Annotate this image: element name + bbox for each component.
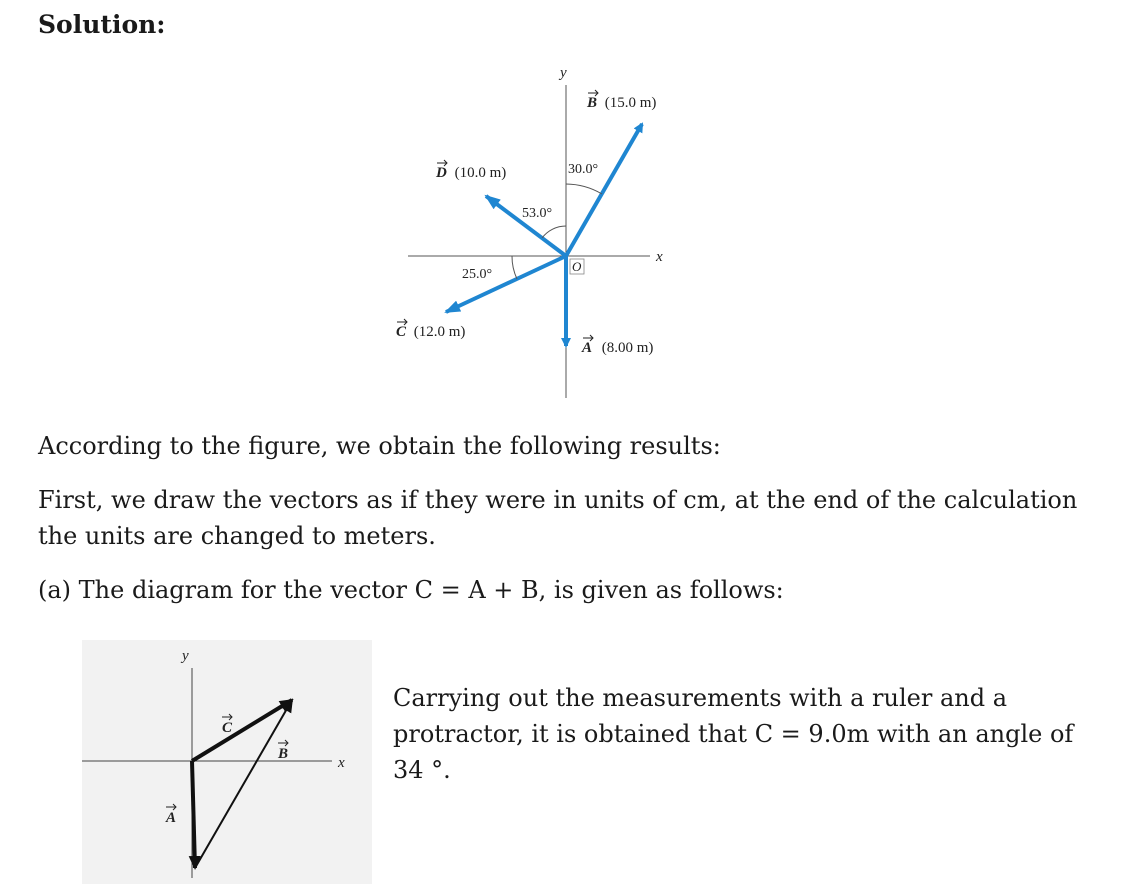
vector-c-label: C — [222, 720, 233, 736]
origin-label: O — [572, 259, 582, 274]
vector-d-arrow — [486, 196, 566, 256]
paragraph-results-intro: According to the figure, we obtain the following results: — [38, 432, 721, 460]
solution-heading: Solution: — [38, 10, 166, 39]
y-axis-label: y — [182, 648, 189, 664]
angle-c-label: 25.0° — [462, 267, 493, 282]
angle-arc-c — [512, 256, 517, 279]
vector-c-label: C (12.0 m) — [396, 324, 466, 340]
vector-b-label: B — [278, 746, 289, 762]
vector-c-arrow — [446, 256, 566, 312]
x-axis-label: x — [656, 249, 663, 265]
vector-d-label: D (10.0 m) — [436, 165, 507, 181]
vector-diagram — [390, 60, 690, 400]
vector-a-label: A (8.00 m) — [582, 340, 654, 356]
paragraph-part-a: (a) The diagram for the vector C = A + B, is given as follows: — [38, 576, 784, 604]
x-axis-label: x — [338, 755, 345, 771]
vector-b-label: B (15.0 m) — [587, 95, 657, 111]
measurement-result: Carrying out the measurements with a ruler and a protractor, it is obtained that C = 9.0m with an angle of 34 °. — [393, 684, 1074, 784]
angle-d-label: 53.0° — [522, 206, 553, 221]
y-axis-label: y — [560, 65, 567, 81]
paragraph-units-note: First, we draw the vectors as if they were in units of cm, at the end of the calculation the units are changed to meters. — [38, 486, 1078, 550]
vector-sum-diagram — [82, 640, 372, 884]
angle-arc-d — [542, 226, 566, 238]
angle-b-label: 30.0° — [568, 162, 599, 177]
vector-b-arrow — [566, 124, 642, 256]
angle-arc-b — [566, 184, 602, 194]
vector-a-label: A — [166, 810, 177, 826]
